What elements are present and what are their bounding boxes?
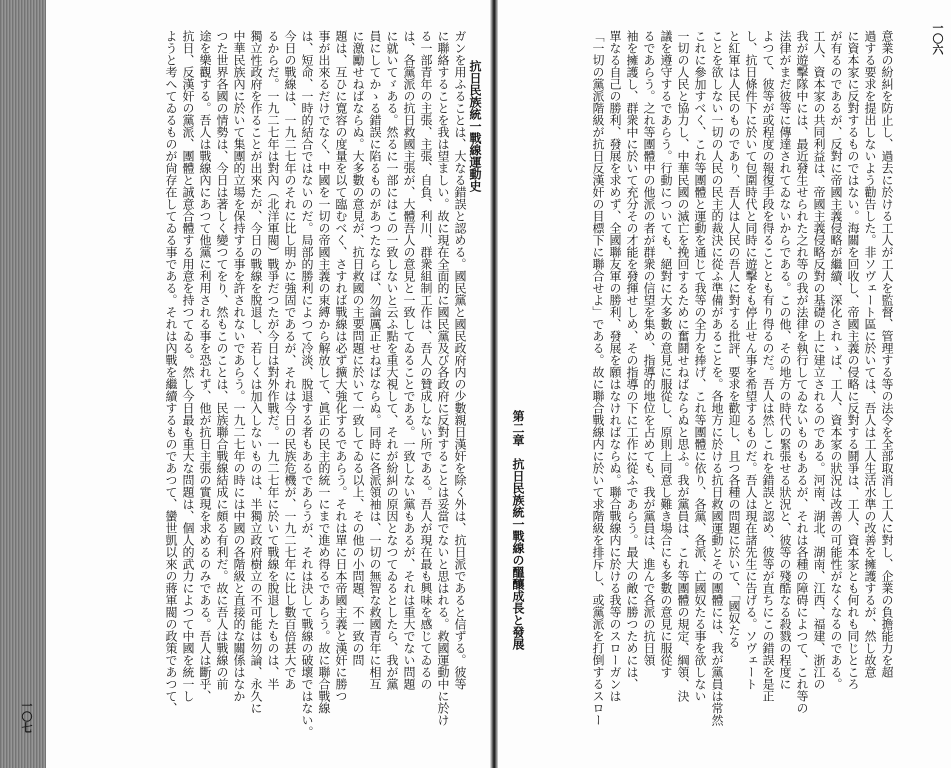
right-text-line: ようと考へてゐるものが尙存在してゐる事である。それは內戰を繼續するものであつて、蠻世凱以來の蔣軍閥の政策であつて、 bbox=[164, 30, 178, 714]
left-text-line: し、抗日條件下に於いて包圍時代と同時に遊擊をも停止せん事を希望するものだ。吾人は現在諸先生に告げる。ソヴェート bbox=[744, 30, 758, 690]
left-text-line: と紅軍は人民のものであり、吾人は人民の吾人に對する批評、要求を歡迎し、且つ各種の問題に於いて、「國奴たる bbox=[727, 30, 741, 648]
right-text-line: に激勵せねばならぬ。大多數の意見が、抗日救國の主要問題に於いて一致してゐる以上、その他の小問題、不一致の問 bbox=[351, 30, 365, 666]
left-text-line: 意業の紛糾を防止し、過去に於ける工人が工人を監督、管理する等の法令を全部取消し工人に對し、企業の負擔能力を超 bbox=[880, 30, 894, 678]
right-text-line: 獨立性政府を作ることが出來たが、今日の戰線を脫退し、若しくは加入しないものは、半獨立政府樹立の不可能は勿論、永久に bbox=[249, 30, 263, 714]
left-text-line: 我が遊擊隊中には、最近發生せられた之れ等の我が法律を執行してゐないものもあるが、それは各種の障碍によつて、これ等の bbox=[795, 30, 809, 714]
running-head-chapter: 第二章 抗日民族統一戰線の醞釀成長と發展 bbox=[511, 410, 525, 650]
book-binding-edge bbox=[0, 0, 46, 768]
left-text-line: 單なる自己の勝利、發展を求めず、全國聯友軍の勝利、發展を願はなければならぬ。聯合戰線内に於ける我等のスローガンは bbox=[608, 30, 622, 702]
left-text-line: 袖を擁護し、群衆中に於いて充分その才能を發揮せしめ、その指導の下に工作に從ふであらう。最大の敵に勝つためには、 bbox=[625, 30, 639, 690]
right-text-line: は、各黨派の抗日救國主張が、大體吾人の意見と一致してゐることである。一致しない黨もあるが、それは重大でない問題 bbox=[402, 30, 416, 690]
page-left-body-text bbox=[106, 30, 468, 750]
running-head-title: 抗日民族統一戰線運動史 bbox=[468, 60, 482, 192]
right-text-line: に就いてゞある。然るに一部にはこの一致しないと云ふ點を重大視して、それが紛糾の原因となつてゐるとしたら、我が黨 bbox=[385, 30, 399, 690]
right-text-line: つた世界各國の情勢は、今日は著しく變つてをり、然もこのことは、民族聯合戰線結成に頗る有利だ。故に吾人は戰線の前 bbox=[215, 30, 229, 690]
left-text-line: に資本家に反對するものではない。海關を回收し、帝國主義の侵略に反對する鬪爭は、工人、資本家とも何れも同じところ bbox=[846, 30, 860, 690]
right-text-line: に聯絡することを我は望ましい。故に現在全面的に國民黨及び各政府に反對することは妥當でないと思はれる。救國運動中に於け bbox=[436, 30, 450, 726]
left-text-line: 法律がまだ彼等に傳達されてゐないからである。この他、その地方の時代の緊張せる狀況と、彼等の殘酷なる殺戮の程度に bbox=[778, 30, 792, 690]
right-text-line: るからだ。一九二七年は對內（北洋軍閥）戰爭だつたが今日は對外作戰だ。一九二七年に於いて戰線を脫退したものは、半 bbox=[266, 30, 280, 690]
left-text-line: が有るのであるが、反對に帝國主義侵略が繼續、深化されゝば、工人、資本家の狀況は改善の可能性がなくなるのである。 bbox=[829, 30, 843, 690]
left-text-line: 工人、資本家の共同利益は、帝國主義侵略反對の基礎の上に建立されるのである。河南、湖北、湖南、江西、福建、浙江の bbox=[812, 30, 826, 690]
right-text-line: 途を樂觀する。吾人は戰線內にあつて他黨に利用される事を恐れず、他が抗日主張の實現を求めるのみである。吾人は斷乎、 bbox=[198, 30, 212, 702]
right-text-line: 抗日、反漢奸の黨派、團體と誠意合體する用意を持つてゐる。然し今日最も重大な問題は、個人的武力によつて中國を統一し bbox=[181, 30, 195, 702]
page-number-right: 一〇七 bbox=[20, 700, 33, 733]
right-text-line: 員にしてかゝる錯誤に陷るものがあつたならば、勿論厲正せねばならぬ。同時に各派領袖は、一切の無智な救國青年に相互 bbox=[368, 30, 382, 690]
right-text-line: る一部青年の主張、主張、自負、利川、群衆組制工作は、吾人の贊成しない所である。吾人が現在最も興味を感じてゐるの bbox=[419, 30, 433, 690]
left-text-line: 過する要求を提出しないよう勸告した。非ソヴェート區に於いては、吾人は工人生活水準の改善を擁護するが、然し故意 bbox=[863, 30, 877, 678]
page-right bbox=[498, 0, 951, 768]
right-text-line: 中華民族內に於いて集團的立場を保持する事を許されないであらう。一九二七年の時には中國の各階級と直接的な關係はなか bbox=[232, 30, 246, 702]
left-text-line: よつて、彼等が或程度の報復手段を得ることとも有り得るのだ。吾人は然しこれを錯誤と認め、彼等が直ちにこの錯誤を是正 bbox=[761, 30, 775, 702]
left-text-line: 「一切の黨派階級が抗日反漢奸の目標下に聯合せよ」である。故に聯合戰線内に於いて求階級を排斥し、或黨派を打倒するスロー bbox=[591, 30, 605, 726]
book-gutter bbox=[490, 0, 498, 768]
left-text-line: 議を遵守するであらう。行動についても、絕對に大多數の意見に服從し、原則上同意し難き場合にも多數の意見に服從す bbox=[659, 30, 673, 678]
left-text-line: これに參加すべく、これ等團體と運動を通じて我等の全力を捧げ、これ等團體に依り、各黨、各派、亡國奴たる事を欲しない bbox=[693, 30, 707, 702]
left-text-line: ことを欲しない一切の人民の民主的裁決に從ふ準備があることを。各地方に於ける抗日救國運動とその團體には、我が黨員は常然 bbox=[710, 30, 724, 726]
right-text-line: 題は、互ひに寛容の度量を以て臨むべく、さすれば戰線は必ず擴大強化するであらう。それは單に日本帝國主義と漢奸に勝つ bbox=[334, 30, 348, 702]
left-text-line: 一切の人民と協力し、中華民國の滅亡を挽回するために奮鬪せねばならぬと思ふ。我が黨員は、これ等團體の規定、綱領、決 bbox=[676, 30, 690, 702]
right-text-line: 事が出來るだけでなく、中國を一切の帝國主義の束縛から解放して、眞正の民主的統一にまで進め得るであらう。故に聯合戰線 bbox=[317, 30, 331, 714]
left-text-line: るであらう。之れ等團體中の他派の者が群衆の信望を集め、指導的地位を占めても、我が黨員は、進んで各派の抗日領 bbox=[642, 30, 656, 666]
right-text-line: 今日の戰線は、一九二七年のそれに比し明かに強固であるが、それは今日の民族危機が、一九二七年に比し數百倍甚大であ bbox=[283, 30, 297, 690]
right-text-line: は、短命、一時的結合ではないのだ。局部的勝利によつて冷淡、脫退する者もあるであらうが、それは決して戰線の破壞ではない。 bbox=[300, 30, 314, 738]
page-right-body-text bbox=[555, 30, 895, 750]
page-number-left: 一〇六 bbox=[931, 22, 944, 55]
right-text-line: ガンを用ふることは、大なる錯誤と認める。國民黨と國民政府内の少數親日漢奸を除く外は、抗日派であると信ずる。彼等 bbox=[453, 30, 467, 690]
page-left bbox=[46, 0, 490, 768]
